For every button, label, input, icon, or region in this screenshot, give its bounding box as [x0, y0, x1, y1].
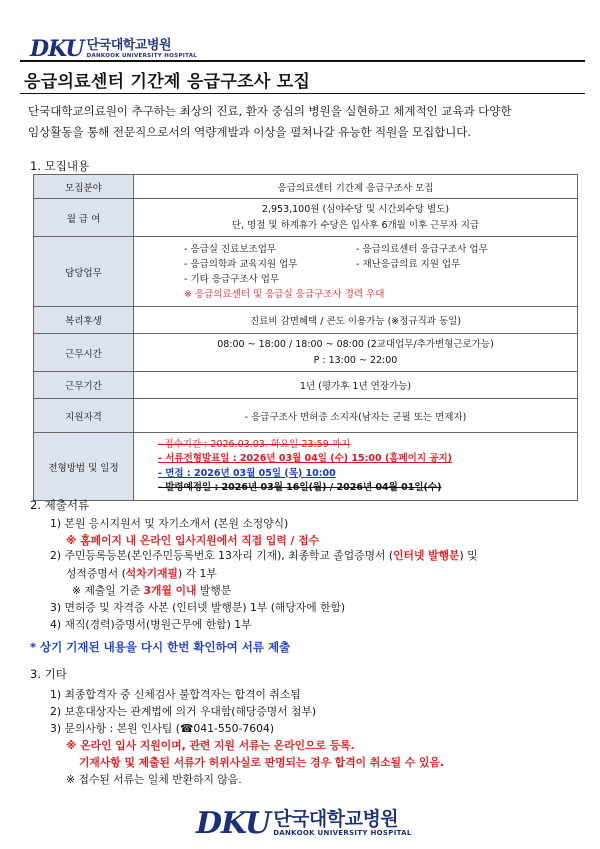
section-heading-etc: 3. 기타	[30, 667, 67, 681]
doc-note-2: ※ 제출일 기준 3개월 이내 발행분	[72, 584, 232, 597]
table-row	[34, 433, 578, 501]
row-label: 월 급 여	[34, 199, 134, 237]
etc-warning-1: ※ 온라인 입사 지원이며, 관련 지원 서류는 온라인으로 등록.	[66, 739, 355, 752]
section-heading-documents: 2. 제출서류	[30, 498, 90, 512]
table-row	[34, 399, 578, 433]
submit-notice: * 상기 기재된 내용을 다시 한번 확인하여 서류 제출	[30, 640, 291, 654]
duty-note: ※ 응급의료센터 및 응급실 응급구조사 경력 우대	[184, 288, 385, 300]
logo-name: 단국대학교병원	[273, 808, 399, 830]
shift-line: 08:00 ~ 18:00 / 18:00 ~ 08:00 (2교대업무/추가변형근로가능)	[217, 338, 494, 350]
dku-logo-mark: DKU	[196, 806, 271, 841]
intro-line-1: 단국대학교의료원이 추구하는 최상의 진료, 환자 중심의 병원을 실현하고 체계적인 교육과 다양한	[28, 104, 512, 118]
table-row	[34, 175, 578, 199]
row-label: 담당업무	[34, 237, 134, 307]
row-label: 복리후생	[34, 307, 134, 334]
table-row	[34, 334, 578, 372]
duty-pair	[134, 242, 577, 257]
duty-item: - 재난응급의료 지원 업무	[356, 258, 461, 270]
etc-warning-2: 기재사항 및 제출된 서류가 허위사실로 판명되는 경우 합격이 취소될 수 있음.	[79, 756, 445, 769]
logo-eng: DANKOOK UNIVERSITY HOSPITAL	[273, 829, 412, 837]
row-label: 모집분야	[34, 175, 134, 199]
logo-eng: DANKOOK UNIVERSITY HOSPITAL	[86, 52, 198, 59]
table-row	[34, 372, 578, 399]
doc-item-4: 4) 재직(경력)증명서(병원근무에 한함) 1부	[50, 618, 252, 631]
red-highlight: 인터넷 발행분	[393, 549, 460, 562]
dku-logo-mark: DKU	[30, 36, 84, 62]
etc-item-3: 3) 문의사항 : 본원 인사팀 (☎041-550-7604)	[50, 722, 275, 735]
duty-item: - 응급실 진료보조업무	[184, 243, 277, 255]
doc-item-2-cont: 성적증명서 (석차기재필) 각 1부	[66, 567, 217, 580]
table-row	[34, 237, 578, 307]
section-heading-recruitment: 1. 모집내용	[30, 159, 90, 173]
row-value	[134, 199, 578, 237]
row-value: - 응급구조사 면허증 소지자(남자는 군필 또는 면제자)	[134, 399, 578, 433]
row-label: 근무시간	[34, 334, 134, 372]
salary-note: 단, 명절 및 하계휴가 수당은 입사후 6개월 이후 근무자 지급	[231, 219, 480, 231]
table-row	[34, 307, 578, 334]
row-value	[134, 433, 578, 501]
table-row	[34, 199, 578, 237]
row-label: 근무기간	[34, 372, 134, 399]
etc-item-2: 2) 보훈대상자는 관계법에 의거 우대함(해당증명서 첨부)	[50, 705, 317, 718]
row-label: 전형방법 및 일정	[34, 433, 134, 501]
salary-line: 2,953,100원 (심야수당 및 시간외수당 별도)	[261, 203, 450, 215]
red-highlight: 3개월 이내	[143, 584, 197, 597]
duty-item: - 기타 응급구조사 업무	[184, 273, 280, 285]
duty-item: - 응급의료센터 응급구조사 업무	[356, 243, 488, 255]
doc-item-1: 1) 본원 응시지원서 및 자기소개서 (본원 소정양식)	[50, 517, 289, 530]
intro-line-2: 임상활동을 통해 전문직으로서의 역량계발과 이상을 펼쳐나갈 유능한 직원을 모집합니다.	[28, 125, 471, 139]
etc-item-1: 1) 최종합격자 중 신체검사 불합격자는 합격이 취소됨	[50, 688, 301, 701]
hospital-logo-footer	[196, 806, 412, 841]
schedule-item: - 접수기간 : 2026.03.03. 화요일 23:59 까지	[158, 438, 351, 450]
row-value: 응급의료센터 기간제 응급구조사 모집	[134, 175, 578, 199]
recruitment-table	[33, 174, 578, 501]
schedule-item: - 면접 : 2026년 03월 05일 (목) 10:00	[158, 467, 336, 479]
row-value	[134, 237, 578, 307]
duty-pair	[134, 257, 577, 272]
hospital-logo	[30, 36, 197, 62]
row-value	[134, 334, 578, 372]
doc-note-1: ※ 홈페이지 내 온라인 입사지원에서 직접 입력 / 접수	[66, 534, 320, 547]
row-value: 진료비 감면혜택 / 콘도 이용가능 (※정규직과 동일)	[134, 307, 578, 334]
duty-item: - 응급의학과 교육지원 업무	[184, 258, 298, 270]
schedule-item: - 서류전형발표일 : 2026년 03월 04일 (수) 15:00 (홈페이지 공지)	[158, 453, 453, 464]
row-value: 1년 (평가후 1년 연장가능)	[134, 372, 578, 399]
doc-item-2: 2) 주민등록등본(본인주민등록번호 13자리 기재), 최종학교 졸업증명서 (인터넷 발행분) 및	[50, 549, 478, 562]
logo-name: 단국대학교병원	[86, 37, 172, 53]
schedule-item: - 발령예정일 : 2026년 03월 16일(월) / 2026년 04월 01일(수)	[158, 482, 442, 493]
red-highlight: 석차기재필	[125, 567, 178, 580]
row-label: 지원자격	[34, 399, 134, 433]
etc-warning-3: ※ 접수된 서류는 일체 반환하지 않음.	[66, 773, 242, 786]
page-title: 응급의료센터 기간제 응급구조사 모집	[24, 72, 311, 92]
shift-line: P : 13:00 ~ 22:00	[313, 354, 398, 366]
doc-item-3: 3) 면허증 및 자격증 사본 (인터넷 발행분) 1부 (해당자에 한함)	[50, 601, 346, 614]
